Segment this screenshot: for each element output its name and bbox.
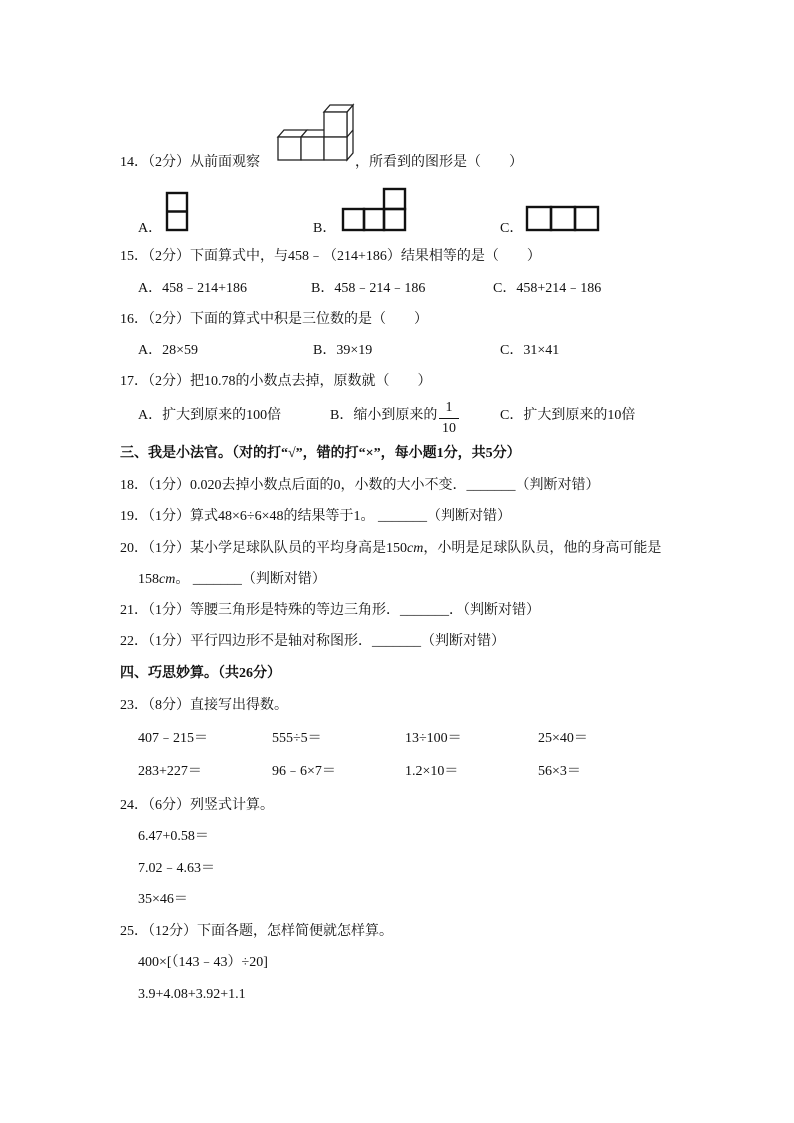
q17-option-a: A．扩大到原来的100倍	[138, 408, 282, 423]
q24-item: 6.47+0.58＝	[138, 829, 209, 844]
section-3-heading: 三、我是小法官。（对的打“√”，错的打“×”，每小题1分，共5分）	[120, 446, 521, 461]
q25-stem: 25．（12分）下面各题，怎样简便就怎样算。	[120, 924, 393, 939]
q17-option-b-fraction	[439, 400, 459, 437]
cube-side-face	[347, 105, 353, 160]
q14-cube-stack-figure	[274, 102, 356, 164]
q15-option-a: A．458﹣214+186	[138, 281, 248, 296]
q17-stem: 17．（2分）把10.78的小数点去掉，原数就（ ）	[120, 374, 432, 389]
q23-item: 13÷100＝	[405, 731, 462, 746]
cube-front-face	[324, 137, 347, 160]
q25-item: 400×[（143﹣43）÷20]	[138, 955, 268, 970]
q22-stem: 22．（1分）平行四边形不是轴对称图形．_______（判断对错）	[120, 634, 505, 649]
q20-line1-unit: cm	[407, 541, 424, 556]
q14-stem-before: 14．（2分）从前面观察	[120, 155, 260, 170]
q14-option-c-figure	[524, 204, 601, 233]
q15-option-c: C．458+214﹣186	[493, 281, 602, 296]
q19-stem: 19．（1分）算式48×6÷6×48的结果等于1。 _______（判断对错）	[120, 509, 511, 524]
q23-item: 407﹣215＝	[138, 731, 208, 746]
q14-option-c-label: C．	[500, 221, 524, 236]
q21-stem: 21．（1分）等腰三角形是特殊的等边三角形．_______．（判断对错）	[120, 603, 540, 618]
q16-stem: 16．（2分）下面的算式中积是三位数的是（ ）	[120, 312, 428, 327]
q24-item: 35×46＝	[138, 892, 188, 907]
q20-line2-before: 158	[138, 572, 159, 587]
q24-stem: 24．（6分）列竖式计算。	[120, 798, 274, 813]
q20-stem-line1	[120, 541, 661, 557]
q24-item: 7.02﹣4.63＝	[138, 861, 215, 876]
q14-option-b-figure	[340, 186, 408, 233]
q14-option-a-label: A．	[138, 221, 163, 236]
q20-line2-after: 。 _______（判断对错）	[175, 572, 326, 587]
q23-item: 1.2×10＝	[405, 764, 459, 779]
q18-stem: 18．（1分）0.020去掉小数点后面的0，小数的大小不变．_______（判断对错）	[120, 478, 600, 493]
q23-stem: 23．（8分）直接写出得数。	[120, 698, 288, 713]
q23-item: 56×3＝	[538, 764, 581, 779]
q20-stem-line2	[138, 572, 326, 588]
q25-item: 3.9+4.08+3.92+1.1	[138, 987, 246, 1002]
q15-option-b: B．458﹣214﹣186	[311, 281, 426, 296]
q17-option-c: C．扩大到原来的10倍	[500, 408, 636, 423]
q15-stem: 15．（2分）下面算式中，与458﹣（214+186）结果相等的是（ ）	[120, 249, 541, 264]
q23-item: 25×40＝	[538, 731, 588, 746]
q16-option-a: A．28×59	[138, 343, 199, 358]
cube-top-face	[324, 105, 353, 112]
q14-option-b-label: B．	[313, 221, 337, 236]
cube-front-face	[278, 137, 301, 160]
section-4-heading: 四、巧思妙算。（共26分）	[120, 666, 281, 681]
q16-option-c: C．31×41	[500, 343, 560, 358]
fraction-numerator: 1	[439, 400, 459, 419]
q20-line2-unit: cm	[159, 572, 176, 587]
cube-front-face	[301, 137, 324, 160]
q16-option-b: B．39×19	[313, 343, 373, 358]
q23-item: 555÷5＝	[272, 731, 322, 746]
q14-option-a-figure	[164, 190, 190, 233]
q20-line1-before: 20．（1分）某小学足球队队员的平均身高是150	[120, 541, 407, 556]
fraction-denominator: 10	[442, 421, 456, 436]
q23-item: 283+227＝	[138, 764, 202, 779]
q17-option-b: B．缩小到原来的	[330, 408, 438, 423]
q20-line1-after: ，小明是足球队队员，他的身高可能是	[423, 541, 662, 556]
q14-stem-after: ，所看到的图形是（ ）	[355, 155, 523, 170]
q23-item: 96﹣6×7＝	[272, 764, 336, 779]
cube-front-face	[324, 112, 347, 137]
